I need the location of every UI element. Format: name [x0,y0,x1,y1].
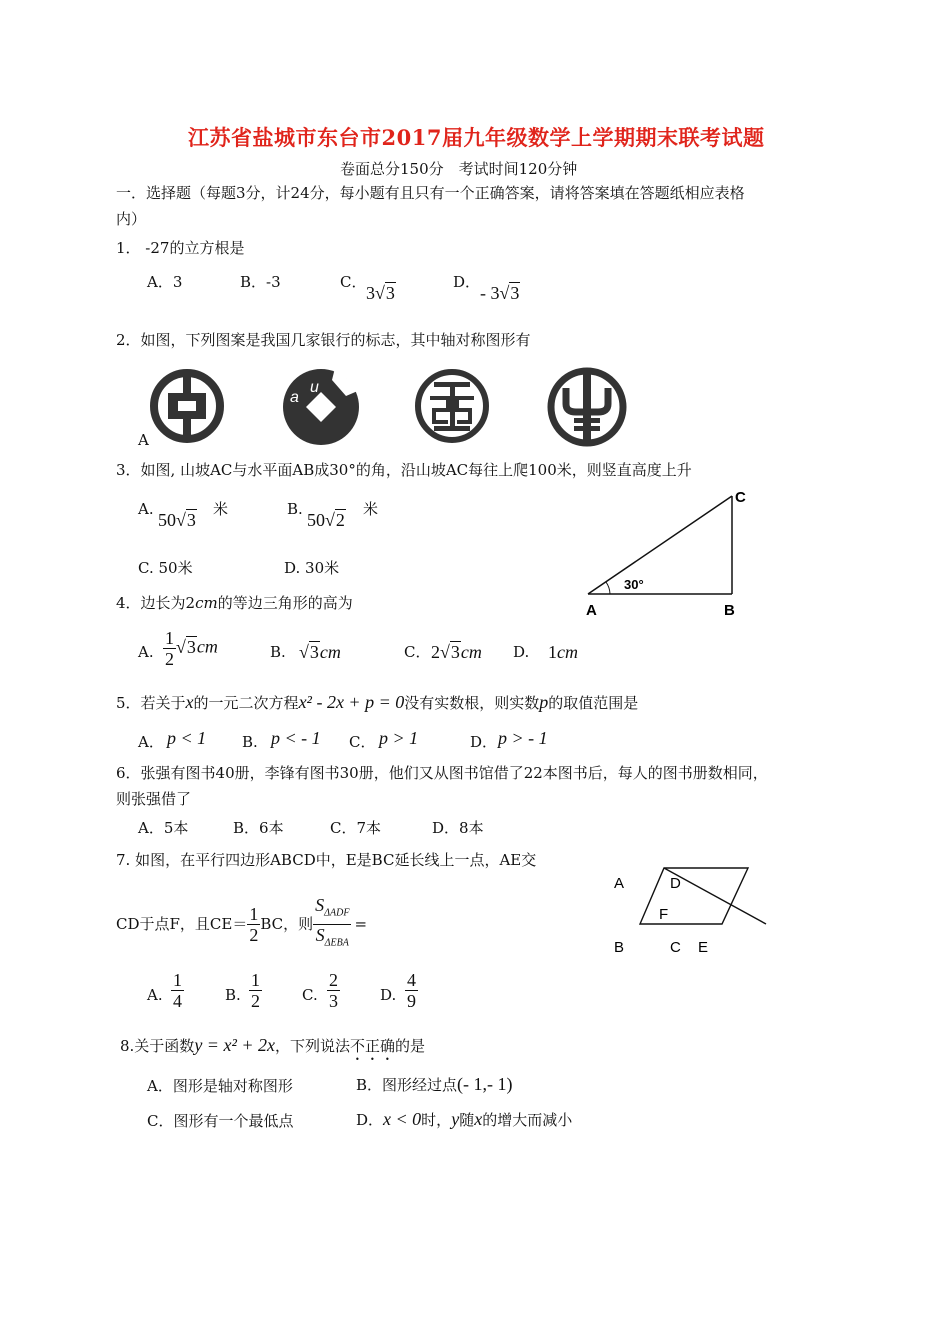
q6-option-a: A．5本 [138,819,189,837]
q3-label-c: C [735,489,746,506]
q2-stem: 2．如图，下列图案是我国几家银行的标志，其中轴对称图形有 [116,331,531,349]
q5-option-c-value: p > 1 [379,728,419,748]
q5-option-b-label: B. [242,733,258,751]
q1-option-c-label: C． [340,273,367,291]
q7-option-a-value: $\frac{1}{4}$ [173,970,182,1011]
q3-option-a-value: 50√3 [158,510,196,530]
q7-label-a: A [614,875,625,892]
q5-option-a-value: p < 1 [167,728,207,748]
q5-option-a-label: A． [138,733,164,751]
q7-label-d: D [670,875,681,892]
q3-option-b-unit: 米 [363,500,379,518]
q3-label-b: B [724,602,735,619]
q7-label-f: F [659,906,669,923]
q3-option-a-unit: 米 [213,500,229,518]
svg-text:u: u [310,379,319,396]
page-title: 江苏省盐城市东台市2017届九年级数学上学期期末联考试题 [188,125,765,150]
q7-stem-line2: CD于点F，且CE＝ $\frac{1}{2}$ BC，则 $\frac{S_{\Delta ADF}}{S_{\Delta EBA}}$ = [116,895,368,949]
q5-option-b-value: p < - 1 [271,728,321,748]
q5-option-c-label: C． [349,733,376,751]
q4-option-a-value: $\frac{1}{2}$ √3cm [165,628,218,669]
q4-option-d-value: 1cm [548,642,578,662]
svg-text:a: a [290,389,299,406]
q7-option-c-value: $\frac{2}{3}$ [329,970,338,1011]
q6-stem-line1: 6．张强有图书40册，李锋有图书30册，他们又从图书馆借了22本图书后，每人的图书册数相同， [116,764,768,782]
q3-option-b-label: B. [287,500,303,518]
q6-stem-line2: 则张强借了 [116,790,192,808]
q5-stem: 5．若关于x的一元二次方程x² - 2x + p = 0没有实数根，则实数p的取值范围是 [116,692,639,712]
q4-option-b-value: √3cm [299,642,341,662]
q7-label-c: C [670,939,681,956]
bank-logo-4 [546,366,628,448]
q4-option-c-value: 2√3cm [431,642,482,662]
q4-option-b-label: B. [270,643,286,661]
q1-stem: 1． -27的立方根是 [116,239,245,257]
q6-option-c: C．7本 [330,819,382,837]
q1-option-b: B．-3 [240,273,281,291]
q8-option-c: C．图形有一个最低点 [147,1112,294,1130]
bank-logo-1 [150,366,224,446]
q3-angle-label: 30° [624,577,644,592]
q7-label-e: E [698,939,709,956]
q4-option-a-label: A. [138,643,154,661]
section-heading-cont: 内） [116,210,147,228]
q1-option-d-label: D． [453,273,481,291]
bank-logo-2 [280,366,362,448]
q4-option-c-label: C． [404,643,431,661]
q7-option-c-label: C. [302,986,318,1004]
q5-option-d-label: D． [470,733,498,751]
q3-option-c: C. 50米 [138,559,193,577]
q3-option-a-label: A. [138,500,154,518]
bank-logo-3 [412,366,492,446]
q8-option-b: B．图形经过点(- 1,- 1) [356,1074,513,1094]
page-subtitle: 卷面总分150分 考试时间120分钟 [340,160,578,178]
q6-option-b: B．6本 [233,819,284,837]
q8-stem: 8.关于函数y = x² + 2x，下列说法不正确的是 [120,1035,426,1055]
q7-option-b-label: B. [225,986,241,1004]
q7-option-d-label: D. [380,986,397,1004]
q3-option-b-value: 50√2 [307,510,345,530]
q7-parallelogram-figure [606,860,776,960]
q7-label-b: B [614,939,625,956]
q1-option-c-value: 3√3 [366,283,395,303]
q3-label-a: A [586,602,597,619]
q4-stem: 4．边长为2cm的等边三角形的高为 [116,594,353,612]
q8-option-d: D．x < 0时，y随x的增大而减小 [356,1109,573,1129]
section-heading: 一．选择题（每题3分，计24分，每小题有且只有一个正确答案，请将答案填在答题纸相应表格 [116,184,745,202]
q7-stem-line1: 7. 如图，在平行四边形ABCD中，E是BC延长线上一点，AE交 [116,851,537,869]
q1-option-a: A．3 [147,273,183,291]
q3-triangle-figure [580,484,760,624]
q2-option-a: A [138,431,149,449]
q7-option-d-value: $\frac{4}{9}$ [407,970,416,1011]
q3-option-d: D. 30米 [284,559,340,577]
q8-option-a: A．图形是轴对称图形 [147,1077,293,1095]
q7-option-b-value: $\frac{1}{2}$ [251,970,260,1011]
q5-option-d-value: p > - 1 [498,728,548,748]
q6-option-d: D．8本 [432,819,484,837]
q3-stem: 3．如图, 山坡AC与水平面AB成30°的角，沿山坡AC每往上爬100米，则竖直高度上升 [116,461,692,479]
q7-option-a-label: A. [147,986,163,1004]
q4-option-d-label: D. [513,643,530,661]
q1-option-d-value: - 3√3 [480,283,520,303]
